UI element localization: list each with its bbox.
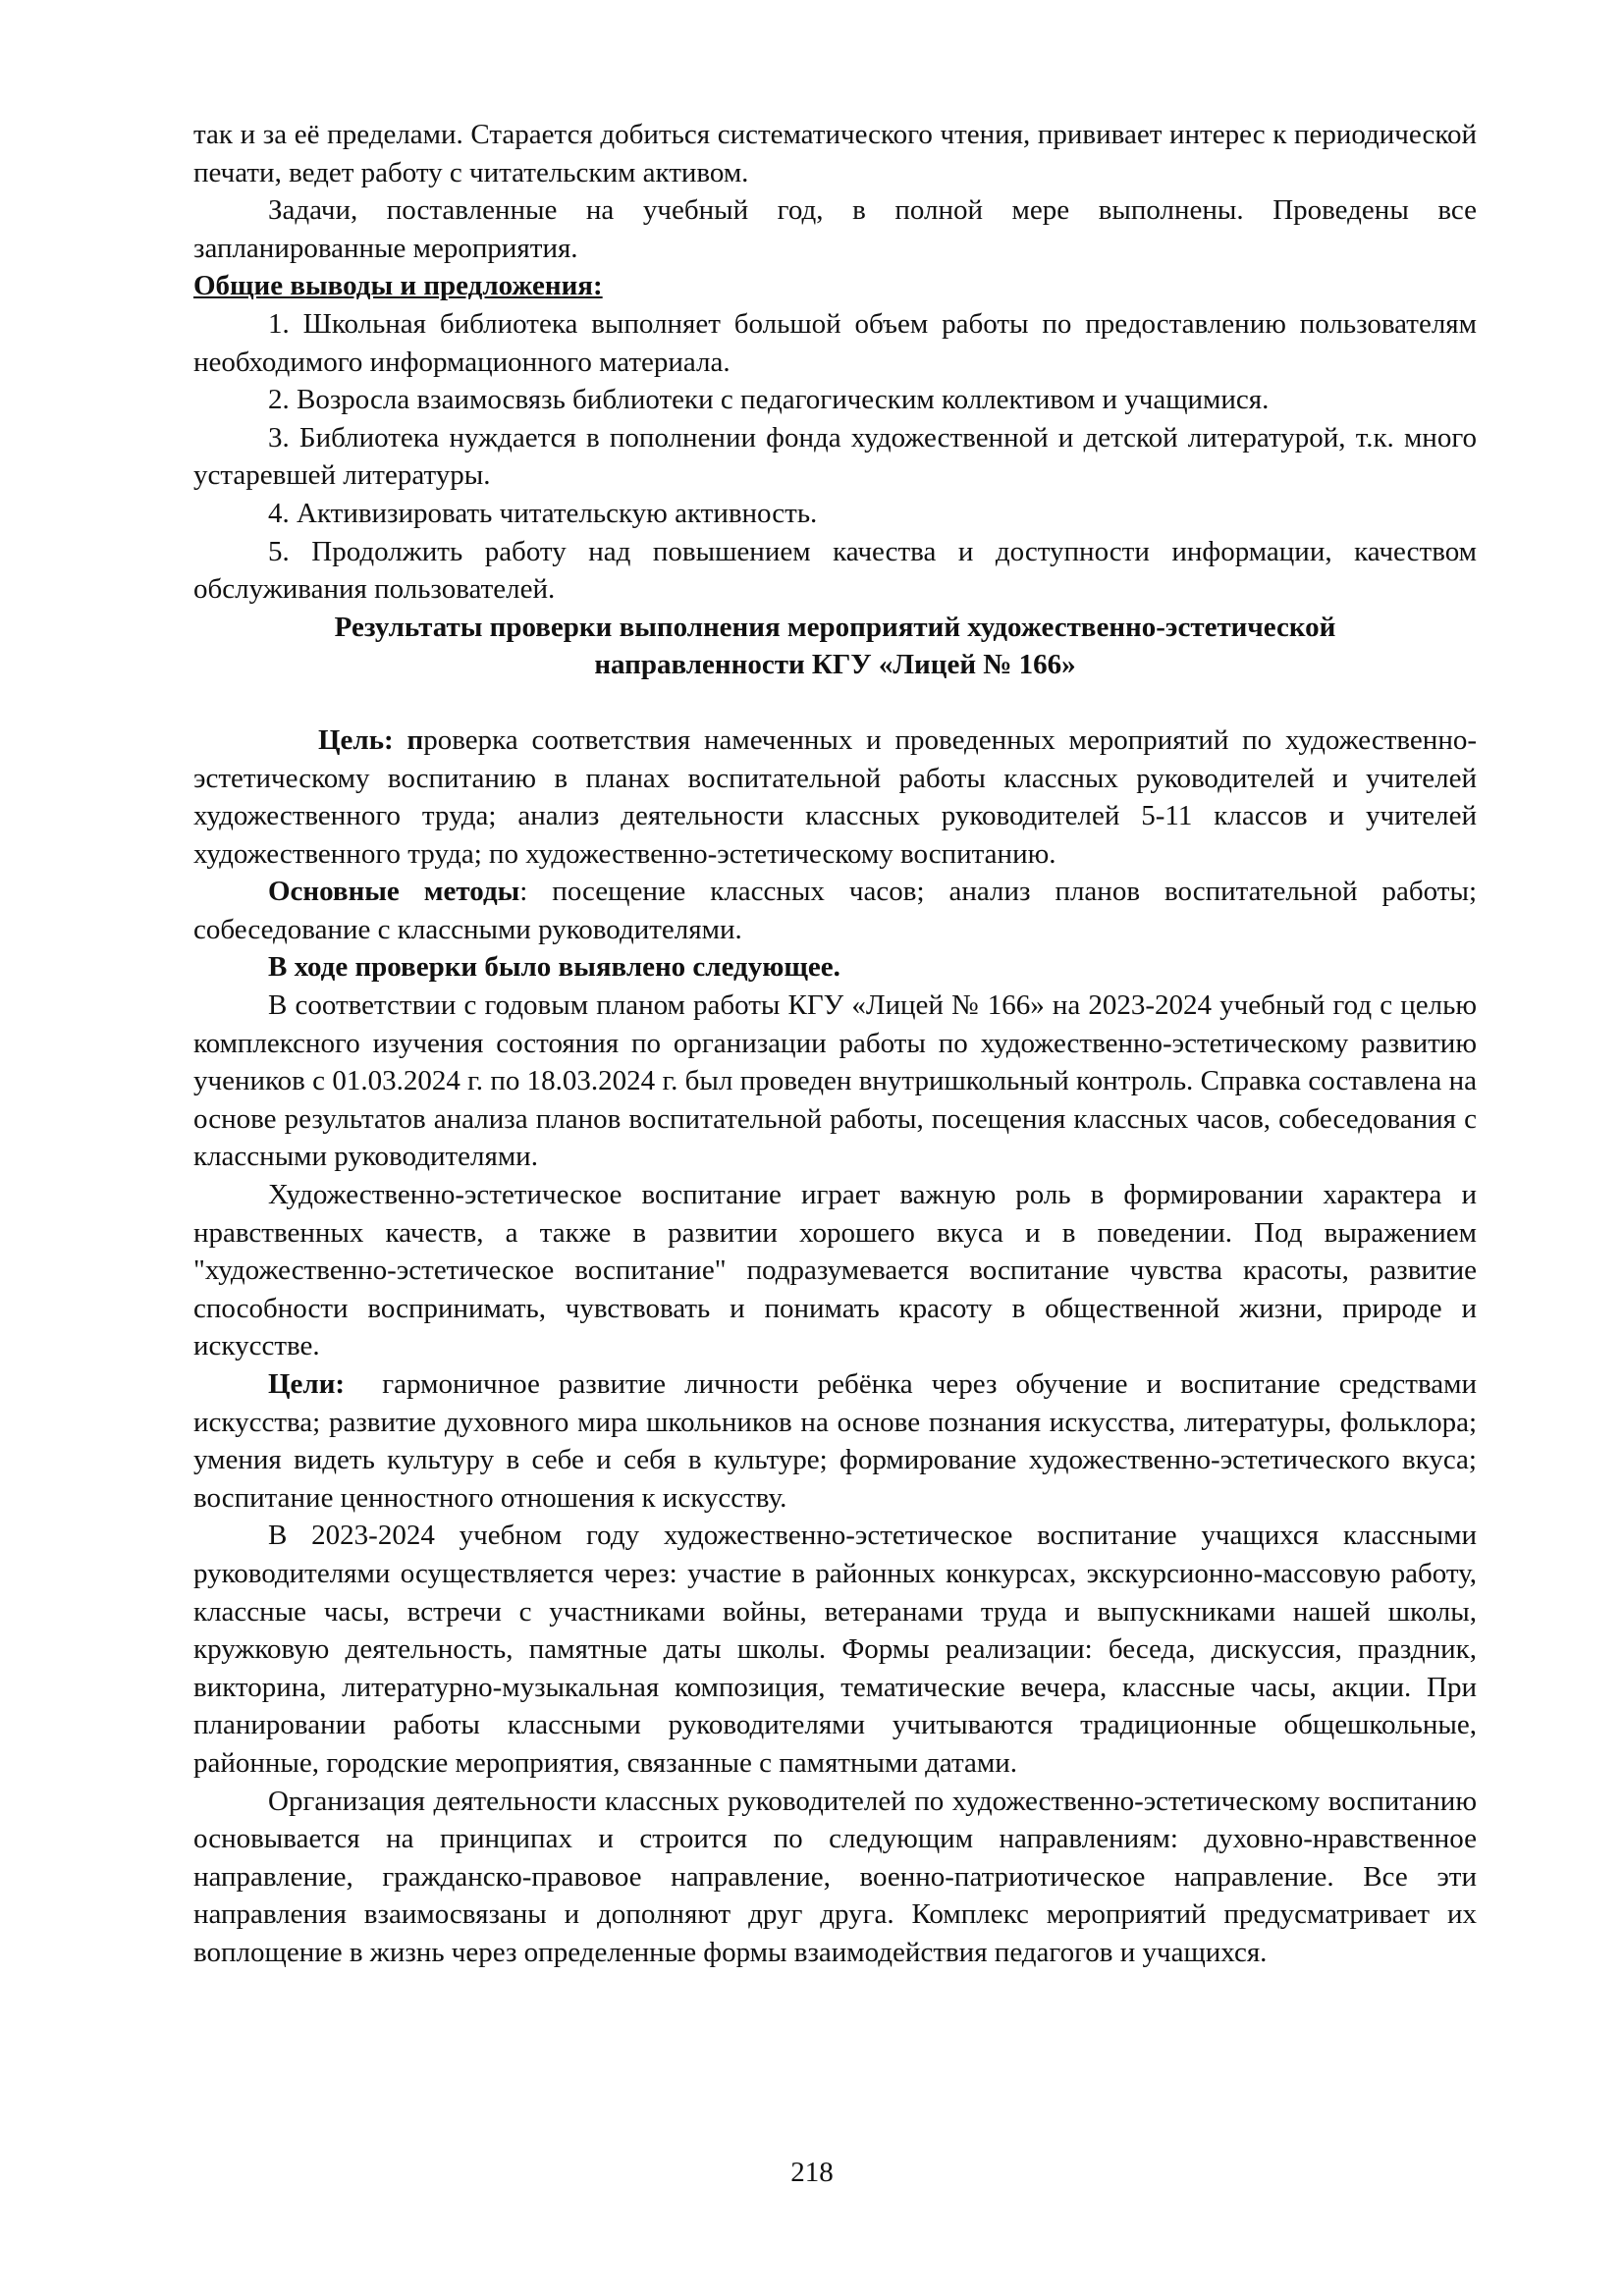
goal-text: роверка соответствия намеченных и проведенных мероприятий по художественно-эстетическому воспитанию в планах воспитательной работы классных руководителей и учителей художественного труда; анализ деятельности классных руководителей 5-11 классов и учителей художественного труда; по художественно-эстетическому воспитанию. <box>193 723 1477 870</box>
conclusion-item-3: 3. Библиотека нуждается в пополнении фонда художественной и детской литературой, т.к. много устаревшей литературы. <box>193 421 1477 492</box>
page-number: 218 <box>790 2157 834 2188</box>
body-paragraph-4: Организация деятельности классных руководителей по художественно-эстетическому воспитанию основывается на принципах и строится по следующим направлениям: духовно-нравственное направление, гражданско-правовое направление, военно-патриотическое направление. Все эти направления взаимосвязаны и дополняют друг друга. Комплекс мероприятий предусматривает их воплощение в жизнь через определенные формы взаимодействия педагогов и учащихся. <box>193 1785 1477 1968</box>
methods-text: : посещение классных часов; анализ планов воспитательной работы; собеседование с классными руководителями. <box>193 876 1478 945</box>
aims-text: гармоничное развитие личности ребёнка через обучение и воспитание средствами искусства; развитие духовного мира школьников на основе познания искусства, литературы, фольклора; умения видеть культуру в себе и себя в культуре; формирование художественно-эстетического вкуса; воспитание ценностного отношения к искусству. <box>193 1368 1491 1514</box>
body-paragraph-3: В 2023-2024 учебном году художественно-эстетическое воспитание учащихся классными руководителями осуществляется через: участие в районных конкурсах, экскурсионно-массовую работу, классные часы, встречи с участниками войны, ветеранами труда и выпускниками нашей школы, кружковую деятельность, памятные даты школы. Формы реализации: беседа, дискуссия, праздник, викторина, литературно-музыкальная композиция, тематические вечера, классные часы, акции. При планировании работы классными руководителями учитываются традиционные общешкольные, районные, городские мероприятия, связанные с памятными датами. <box>193 1520 1477 1779</box>
report-title-line-2: направленности КГУ «Лицей № 166» <box>594 649 1076 681</box>
report-title-line-1: Результаты проверки выполнения мероприятий художественно-эстетической <box>334 611 1336 643</box>
spacer <box>193 684 1477 721</box>
findings-heading: В ходе проверки было выявлено следующее. <box>268 951 840 984</box>
body-paragraph-2: Художественно-эстетическое воспитание играет важную роль в формировании характера и нравственных качеств, а также в развитии хорошего вкуса и в поведении. Под выражением "художественно-эстетическое воспитание" подразумевается воспитание чувства красоты, развитие способности воспринимать, чувствовать и понимать красоту в общественной жизни, природе и искусстве. <box>193 1179 1477 1362</box>
conclusion-item-2: 2. Возросла взаимосвязь библиотеки с педагогическим коллективом и учащимися. <box>268 384 1270 416</box>
goal-paragraph <box>193 721 1477 873</box>
document-page <box>193 116 1491 1972</box>
conclusion-item-4: 4. Активизировать читательскую активность. <box>268 497 818 529</box>
aims-paragraph <box>193 1365 1491 1517</box>
conclusions-heading: Общие выводы и предложения: <box>193 270 603 302</box>
conclusion-item-5: 5. Продолжить работу над повышением качества и доступности информации, качеством обслуживания пользователей. <box>193 535 1477 606</box>
conclusion-item-1: 1. Школьная библиотека выполняет большой объем работы по предоставлению пользователям необходимого информационного материала. <box>193 307 1477 378</box>
body-paragraph-1: В соответствии с годовым планом работы КГУ «Лицей № 166» на 2023-2024 учебный год с целью комплексного изучения состояния по организации работы по художественно-эстетическому развитию учеников с 01.03.2024 г. по 18.03.2024 г. был проведен внутришкольный контроль. Справка составлена на основе результатов анализа планов воспитательной работы, посещения классных часов, собеседования с классными руководителями. <box>193 989 1477 1173</box>
methods-label: Основные методы <box>268 876 520 908</box>
goal-label: Цель: п <box>318 723 424 756</box>
methods-paragraph <box>193 873 1477 948</box>
paragraph-intro-continuation: так и за её пределами. Старается добиться систематического чтения, прививает интерес к периодической печати, ведет работу с читательским активом. <box>193 119 1477 188</box>
aims-label: Цели: <box>268 1368 346 1400</box>
paragraph-tasks: Задачи, поставленные на учебный год, в полной мере выполнены. Проведены все запланированные мероприятия. <box>193 194 1477 264</box>
